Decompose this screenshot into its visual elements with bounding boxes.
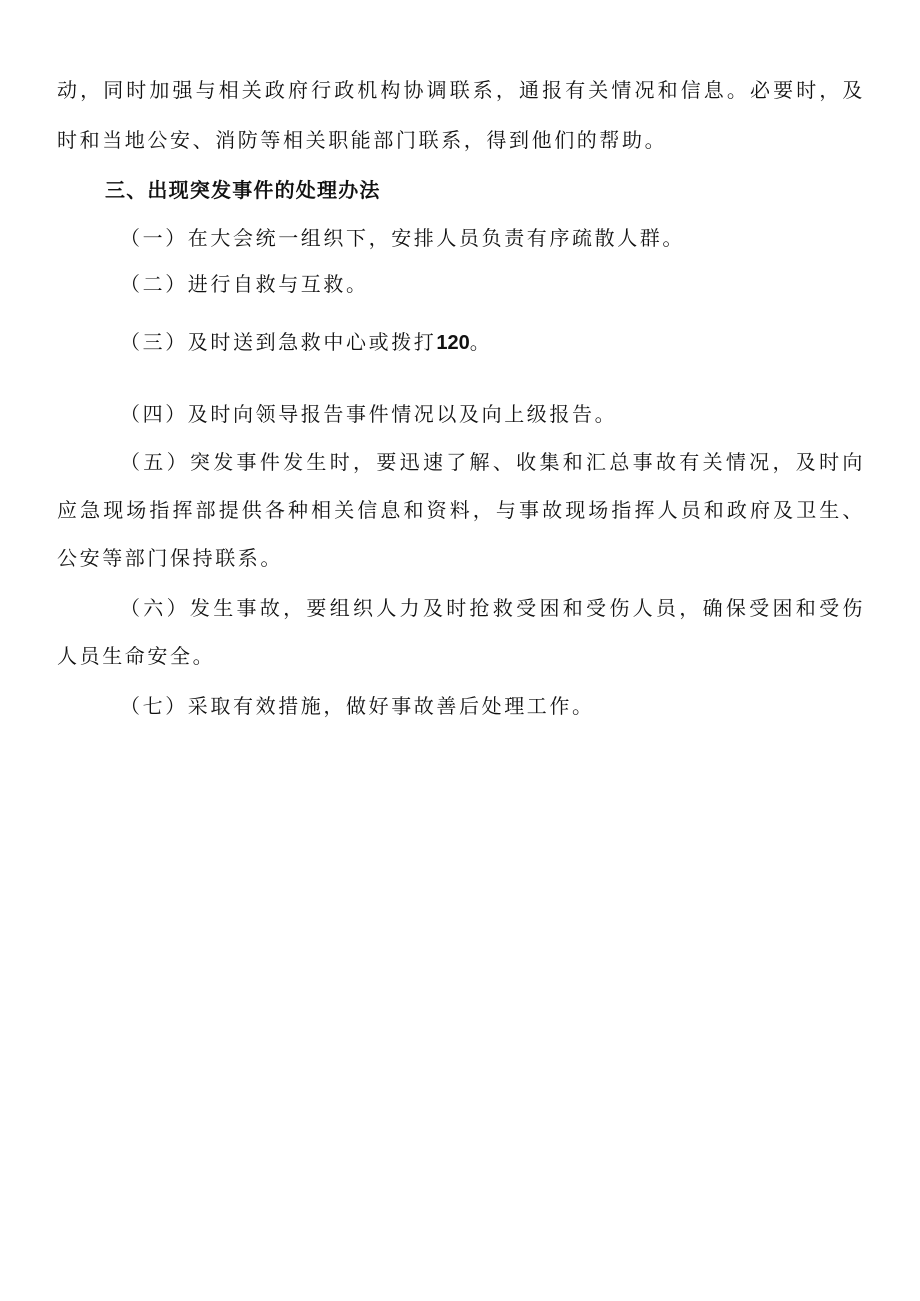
list-item-5-line-2: 应急现场指挥部提供各种相关信息和资料，与事故现场指挥人员和政府及卫生、 (57, 498, 865, 522)
list-item-6-line-2: 人员生命安全。 (57, 644, 216, 668)
list-item-4: （四）及时向领导报告事件情况以及向上级报告。 (120, 402, 618, 426)
list-item-3-text: （三）及时送到急救中心或拨打 (120, 330, 437, 354)
paragraph-continuation-line-2: 时和当地公安、消防等相关职能部门联系，得到他们的帮助。 (57, 128, 668, 152)
list-item-7: （七）采取有效措施，做好事故善后处理工作。 (120, 694, 595, 718)
list-item-3 (120, 328, 865, 356)
list-item-1: （一）在大会统一组织下，安排人员负责有序疏散人群。 (120, 226, 685, 250)
emergency-number: 120 (436, 332, 470, 354)
paragraph-continuation-line-1: 动，同时加强与相关政府行政机构协调联系，通报有关情况和信息。必要时，及 (57, 78, 865, 102)
list-item-2: （二）进行自救与互救。 (120, 272, 369, 296)
list-item-5-line-1: （五）突发事件发生时，要迅速了解、收集和汇总事故有关情况，及时向 (120, 450, 865, 474)
list-item-6-line-1: （六）发生事故，要组织人力及时抢救受困和受伤人员，确保受困和受伤 (120, 596, 865, 620)
list-item-3-end: 。 (469, 330, 493, 354)
section-heading: 三、出现突发事件的处理办法 (105, 178, 381, 202)
list-item-5-line-3: 公安等部门保持联系。 (57, 546, 283, 570)
